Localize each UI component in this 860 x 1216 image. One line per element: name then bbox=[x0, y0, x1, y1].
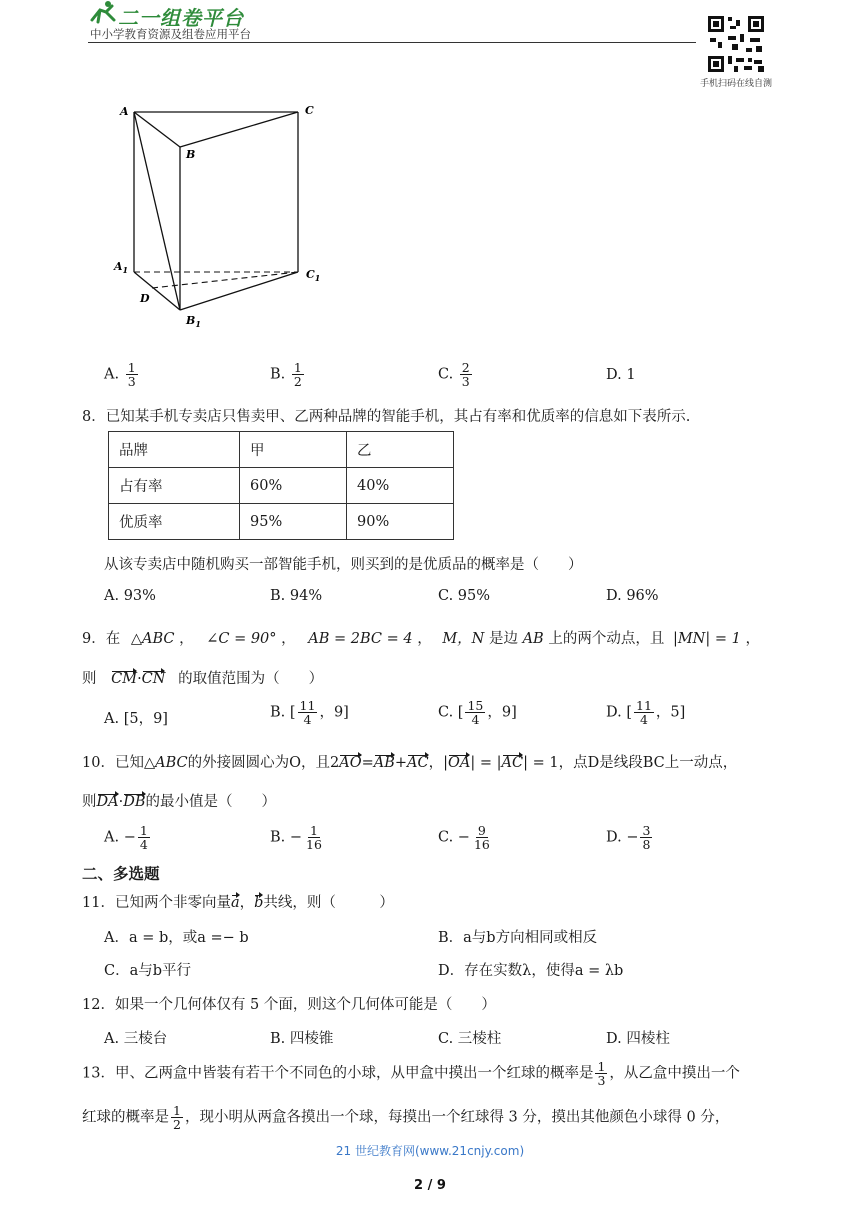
q12-option-d: D. 四棱柱 bbox=[606, 1031, 670, 1047]
table-cell: 优质率 bbox=[109, 504, 240, 540]
label-A: A bbox=[120, 105, 129, 118]
q9-line2: 则 CM·CN 的取值范围为（ ） bbox=[82, 671, 324, 687]
q11-stem: 11．已知两个非零向量a，b共线，则（ ） bbox=[82, 895, 394, 911]
q10-line1: 10．已知△ABC的外接圆圆心为O，且2AO=AB+AC，|OA| = |AC| = 1，点D是线段BC上一动点， bbox=[82, 755, 738, 771]
q9-option-c: C. [ $\frac{15}{4}$ ，9] bbox=[438, 698, 517, 728]
q7-option-b: B. $\frac{1}{2}$ bbox=[270, 360, 302, 390]
q8-question: 从该专卖店中随机购买一部智能手机，则买到的是优质品的概率是（ ） bbox=[104, 557, 583, 573]
q11-option-b: B．a与b方向相同或相反 bbox=[438, 930, 598, 946]
q12-option-c: C. 三棱柱 bbox=[438, 1031, 502, 1047]
q12-option-a: A. 三棱台 bbox=[104, 1031, 168, 1047]
label-A1: $A_1$ bbox=[114, 260, 129, 275]
label-B: B bbox=[186, 148, 196, 161]
q12-stem: 12．如果一个几何体仅有 5 个面，则这个几何体可能是（ ） bbox=[82, 997, 496, 1013]
prism-figure bbox=[110, 100, 330, 335]
table-cell: 乙 bbox=[347, 432, 454, 468]
table-cell: 甲 bbox=[240, 432, 347, 468]
table-row bbox=[109, 468, 454, 504]
table-row bbox=[109, 504, 454, 540]
q8-table bbox=[108, 431, 454, 540]
label-B1: $B_1$ bbox=[186, 314, 201, 329]
q8-option-b: B. 94% bbox=[270, 588, 323, 604]
qr-code-icon bbox=[706, 14, 766, 74]
q10-option-a: A. − $\frac{1}{4}$ bbox=[104, 823, 148, 853]
table-cell: 95% bbox=[240, 504, 347, 540]
qr-caption: 手机扫码在线自测 bbox=[700, 79, 773, 89]
label-D: D bbox=[140, 292, 150, 305]
q8-option-a: A. 93% bbox=[104, 588, 156, 604]
q8-option-c: C. 95% bbox=[438, 588, 491, 604]
runner-logo-icon bbox=[88, 0, 120, 24]
qr-code bbox=[706, 14, 766, 74]
header-divider bbox=[88, 42, 696, 43]
footer-site-link[interactable]: 21 世纪教育网(www.21cnjy.com) bbox=[335, 1144, 525, 1158]
label-C: C bbox=[305, 104, 314, 117]
q10-option-c: C. − $\frac{9}{16}$ bbox=[438, 823, 490, 853]
label-C1: $C_1$ bbox=[306, 268, 321, 283]
table-cell: 40% bbox=[347, 468, 454, 504]
q7-option-a: A. $\frac{1}{3}$ bbox=[104, 360, 136, 390]
q8-stem: 8．已知某手机专卖店只售卖甲、乙两种品牌的智能手机，其占有率和优质率的信息如下表所示. bbox=[82, 409, 691, 425]
q9-option-b: B. [ $\frac{11}{4}$ ，9] bbox=[270, 698, 349, 728]
table-cell: 占有率 bbox=[109, 468, 240, 504]
q11-option-c: C．a与b平行 bbox=[104, 963, 192, 979]
q7-option-d: D. 1 bbox=[606, 367, 636, 383]
q11-option-a: A．a = b，或a =− b bbox=[104, 930, 249, 946]
q7-option-c: C. $\frac{2}{3}$ bbox=[438, 360, 470, 390]
q10-line2: 则DA·DB的最小值是（ ） bbox=[82, 794, 276, 810]
section-title: 二、多选题 bbox=[82, 865, 160, 883]
table-row bbox=[109, 432, 454, 468]
q10-option-b: B. − $\frac{1}{16}$ bbox=[270, 823, 322, 853]
table-cell: 90% bbox=[347, 504, 454, 540]
logo-title: 二一组卷平台 bbox=[118, 6, 244, 30]
q12-option-b: B. 四棱锥 bbox=[270, 1031, 334, 1047]
table-cell: 60% bbox=[240, 468, 347, 504]
q10-option-d: D. − $\frac{3}{8}$ bbox=[606, 823, 651, 853]
q9-option-a: A. [5，9] bbox=[104, 711, 168, 727]
table-cell: 品牌 bbox=[109, 432, 240, 468]
q9-line1: 9．在 △ABC ， ∠C = 90° ， AB = 2BC = 4 ， M，N 是边 AB 上的两个动点，且 |MN| = 1 ， bbox=[82, 631, 760, 647]
logo bbox=[88, 0, 118, 22]
q13-line2: 红球的概率是 $\frac{1}{2}$ ，现小明从两盒各摸出一个球，每摸出一个红球得 3 分，摸出其他颜色小球得 0 分， bbox=[82, 1103, 730, 1133]
q11-option-d: D．存在实数λ，使得a = λb bbox=[438, 963, 624, 979]
q13-line1: 13．甲、乙两盒中皆装有若干个不同色的小球，从甲盒中摸出一个红球的概率是 $\frac{1}{3}$ ，从乙盒中摸出一个 bbox=[82, 1059, 740, 1089]
header-subtitle: 中小学教育资源及组卷应用平台 bbox=[90, 27, 251, 41]
q8-option-d: D. 96% bbox=[606, 588, 659, 604]
page-number: 2 / 9 bbox=[414, 1178, 446, 1193]
q9-option-d: D. [ $\frac{11}{4}$ ，5] bbox=[606, 698, 686, 728]
